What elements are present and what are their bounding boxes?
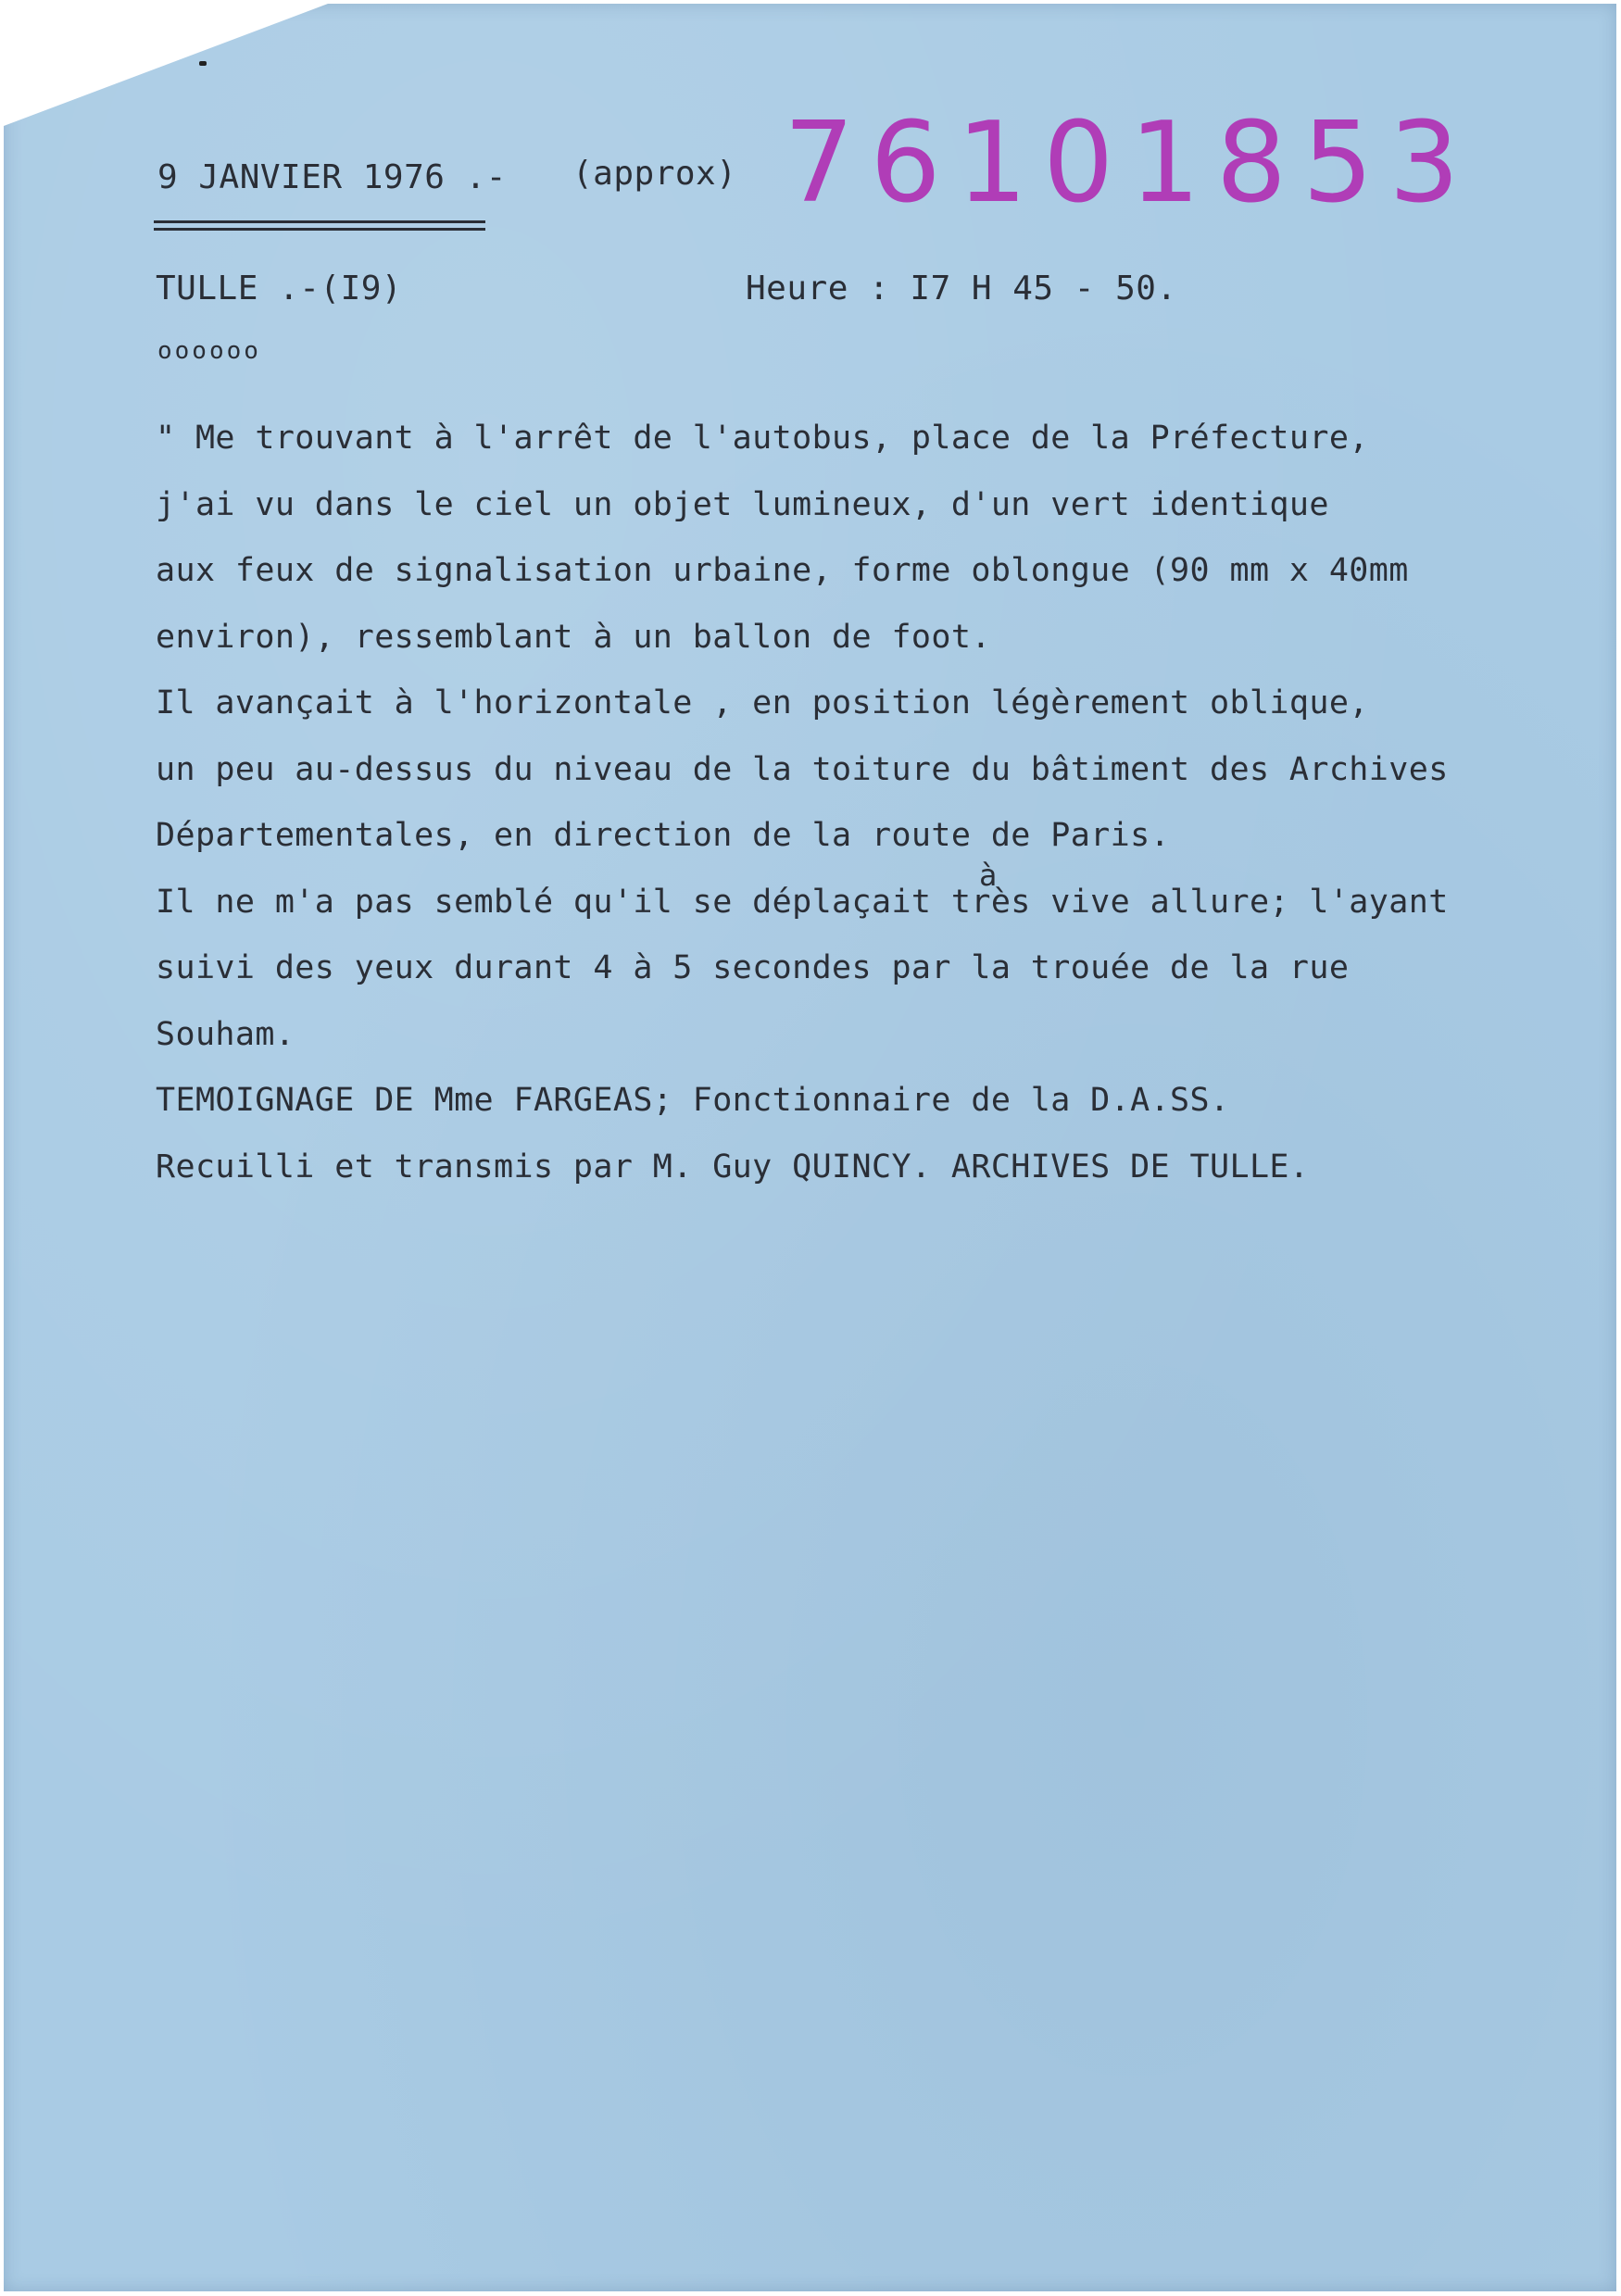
date-underline-bottom bbox=[154, 228, 485, 231]
corner-mark bbox=[199, 61, 207, 66]
testimony-line: Souham. bbox=[156, 1015, 295, 1053]
testimony-line: un peu au-dessus du niveau de la toiture du bâtiment des Archives bbox=[156, 750, 1449, 788]
testimony-line: " Me trouvant à l'arrêt de l'autobus, place de la Préfecture, bbox=[156, 420, 1369, 457]
stamp-number: 76101853 bbox=[784, 99, 1476, 228]
date-line: 9 JANVIER 1976 .- bbox=[157, 158, 507, 196]
testimony-text bbox=[156, 421, 1591, 1216]
testimony-line: environ), ressemblant à un ballon de foot. bbox=[156, 618, 991, 656]
testimony-line: suivi des yeux durant 4 à 5 secondes par la trouée de la rue bbox=[156, 949, 1350, 986]
time-heading: Heure : I7 H 45 - 50. bbox=[746, 270, 1177, 307]
approx-note: (approx) bbox=[572, 155, 737, 193]
testimony-line: Il ne m'a pas semblé qu'il se déplaçait très vive allure; l'ayant bbox=[156, 883, 1449, 921]
testimony-line: TEMOIGNAGE DE Mme FARGEAS; Fonctionnaire de la D.A.SS. bbox=[156, 1082, 1230, 1119]
testimony-line: Départementales, en direction de la route de Paris. bbox=[156, 817, 1171, 854]
separator-dots: oooooo bbox=[157, 337, 261, 365]
testimony-line: Il avançait à l'horizontale , en position légèrement oblique, bbox=[156, 684, 1369, 721]
testimony-line: aux feux de signalisation urbaine, forme oblongue (90 mm x 40mm bbox=[156, 552, 1409, 589]
testimony-line: Recuilli et transmis par M. Guy QUINCY. ARCHIVES DE TULLE. bbox=[156, 1148, 1310, 1186]
place-heading: TULLE .-(I9) bbox=[156, 270, 403, 307]
testimony-line: j'ai vu dans le ciel un objet lumineux, d'un vert identique bbox=[156, 485, 1329, 523]
inserted-accent: à bbox=[979, 858, 998, 893]
date-underline-top bbox=[154, 220, 485, 223]
